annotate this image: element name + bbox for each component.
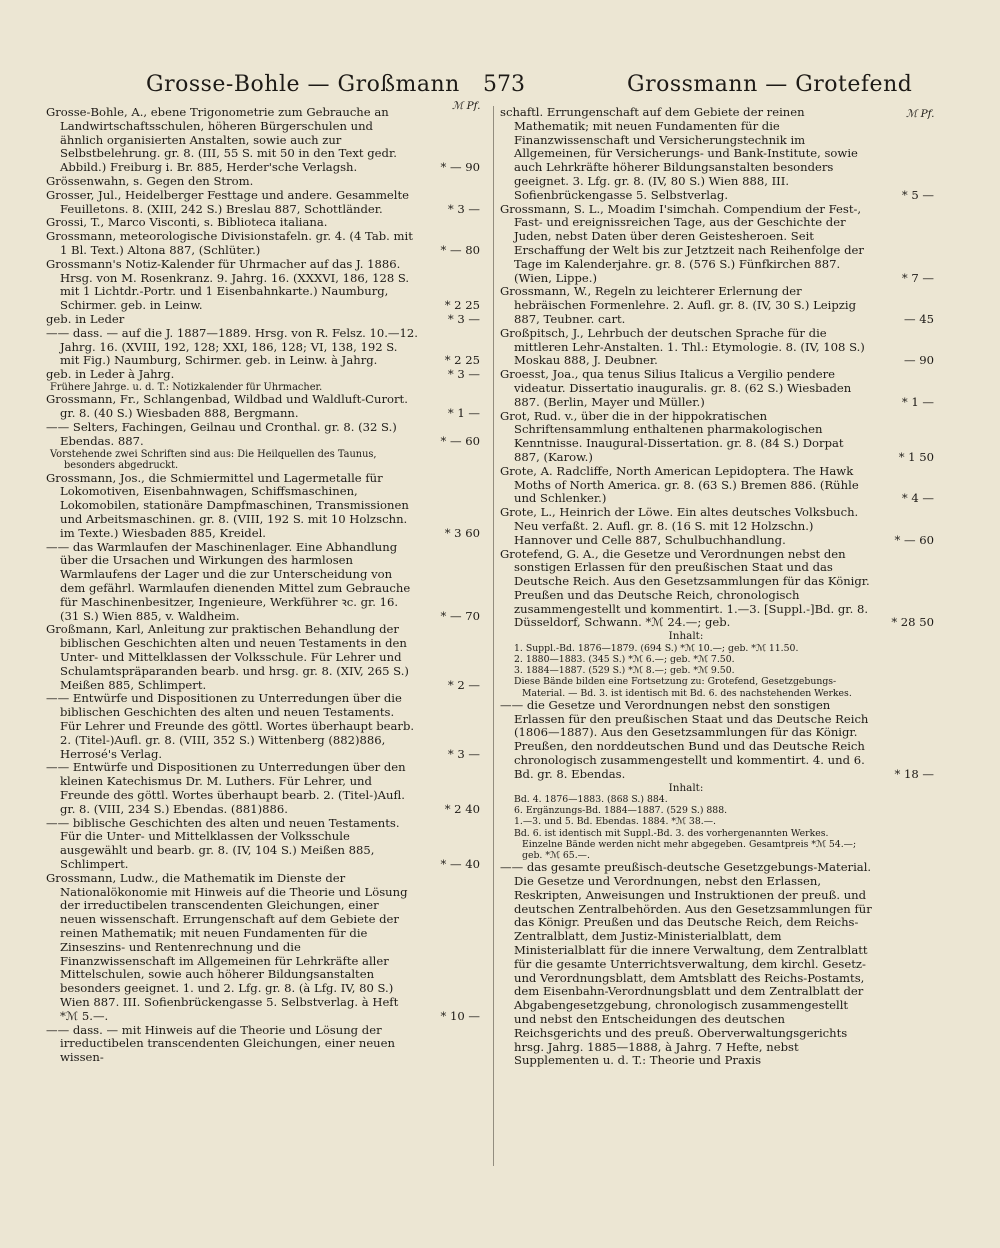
entry-text: —— dass. — mit Hinweis auf die Theorie und Lösung der irreductibelen transcendenten Gleichungen, einer neuen wissen- — [46, 1022, 395, 1065]
entry-price: * — 60 — [440, 433, 480, 448]
catalog-entry — [46, 623, 480, 692]
entry-text: Grosser, Jul., Heidelberger Festtage und andere. Gesammelte Feuilletons. 8. (XIII, 242 S.) Breslau 887, Schottländer. — [46, 187, 410, 216]
entry-text: Grossmann, Fr., Schlangenbad, Wildbad und Waldluft-Curort. gr. 8. (40 S.) Wiesbaden 888, Bergmann. — [46, 392, 408, 421]
entry-text: Inhalt: — [668, 781, 704, 794]
contents-heading — [500, 782, 934, 795]
catalog-entry — [46, 393, 480, 421]
entry-text: 6. Ergänzungs-Bd. 1884—1887. (529 S.) 888. — [514, 805, 728, 817]
entry-text: Grossi, T., Marco Visconti, s. Biblioteca italiana. — [46, 215, 328, 230]
catalog-entry — [500, 368, 934, 409]
entry-text: Grossmann, W., Regeln zu leichterer Erlernung der hebräischen Formenlehre. 2. Aufl. gr. 8. (IV, 30 S.) Leipzig 887, Teubner. cart. — [500, 284, 857, 326]
entry-text: Grossmann's Notiz-Kalender für Uhrmacher auf das J. 1886. Hrsg. von M. Rosenkranz. 9. Jahrg. 16. (XXXVI, 186, 128 S. mit 1 Lichtdr.-Portr. und 1 Eisenbahnkarte.) Naumburg, Schirmer. geb. in Leinw. — [46, 256, 410, 313]
entry-note — [500, 794, 934, 805]
entry-text: —— Entwürfe und Dispositionen zu Unterredungen über die biblischen Geschichten des alten und neuen Testaments. Für Lehrer und Freunde des göttl. Wortes überhaupt bearb. 2. (Titel-)Aufl. gr. 8. (VIII, 352 S.) Wittenberg (882)886, Herrosé's Verlag. — [46, 691, 415, 761]
entry-price: * — 80 — [440, 242, 480, 257]
catalog-entry — [46, 327, 480, 368]
entry-text: schaftl. Errungenschaft auf dem Gebiete der reinen Mathematik; mit neuen Fundamenten für die Finanzwissenschaft und Versicherungstechnik im Allgemeinen, für Versicherungs- und Bank-Institute, sowie auch Lehrkräfte höherer Bildungsanstalten besonders geeignet. 3. Lfg. gr. 8. (IV, 80 S.) Wien 888, III. Sofienbrückengasse 5. Selbstverlag. — [500, 106, 858, 202]
entry-text: geb. in Leder à Jahrg. — [46, 367, 175, 382]
column-divider — [493, 106, 494, 1166]
left-entry-list — [46, 106, 480, 1065]
entry-text: 1. Suppl.-Bd. 1876—1879. (694 S.) *ℳ 10.—; geb. *ℳ 11.50. — [514, 642, 799, 654]
entry-note — [500, 654, 934, 665]
entry-text: Grote, A. Radcliffe, North American Lepidoptera. The Hawk Moths of North America. gr. 8. (63 S.) Bremen 886. (Rühle und Schlenker.) — [500, 463, 859, 506]
entry-price: * 3 — — [447, 201, 480, 216]
catalog-entry — [46, 175, 480, 189]
entry-text: Inhalt: — [668, 630, 704, 643]
entry-price: * 2 25 — [444, 298, 480, 313]
entry-price: * — 90 — [440, 160, 480, 175]
catalog-entry — [46, 106, 480, 175]
entry-price: * 2 25 — [444, 353, 480, 368]
entry-price: * 2 40 — [444, 801, 480, 816]
entry-text: 3. 1884—1887. (529 S.) *ℳ 8.—; geb. *ℳ 9.50. — [514, 665, 735, 677]
catalog-entry — [46, 472, 480, 541]
entry-text: —— biblische Geschichten des alten und neuen Testaments. Für die Unter- und Mittelklassen der Volksschule ausgewählt und bearb. gr. 8. (IV, 104 S.) Meißen 885, Schlimpert. — [46, 815, 400, 871]
catalog-entry — [46, 258, 480, 313]
entry-note — [500, 643, 934, 654]
entry-text: Grossmann, Jos., die Schmiermittel und Lagermetalle für Lokomotiven, Eisenbahnwagen, Schiffsmaschinen, Lokomobilen, stationäre Dampfmaschinen, Transmissionen und Arbeitsmaschinen. gr. 8. (VIII, 192 S. mit 10 Holzschn. im Texte.) Wiesbaden 885, Kreidel. — [46, 470, 409, 540]
entry-price: * 4 — — [901, 491, 934, 506]
catalog-entry — [500, 506, 934, 547]
entry-price: * 1 50 — [898, 449, 934, 464]
catalog-entry — [46, 313, 480, 327]
entry-note — [500, 816, 934, 827]
entry-text: Groesst, Joa., qua tenus Silius Italicus a Vergilio pendere videatur. Dissertatio inauguralis. gr. 8. (62 S.) Wiesbaden 887. (Berlin, Mayer und Müller.) — [500, 367, 852, 409]
entry-price: * 28 50 — [891, 615, 934, 630]
catalog-entry — [500, 465, 934, 506]
right-entry-list — [500, 106, 934, 1068]
catalog-entry — [500, 106, 934, 203]
entry-text: Grot, Rud. v., über die in der hippokratischen Schriftensammlung enthaltenen pharmakologischen Kenntnisse. Inaugural-Dissertation. gr. 8. (84 S.) Dorpat 887, (Karow.) — [500, 408, 844, 464]
entry-price: * — 60 — [894, 532, 934, 547]
catalog-entry — [46, 189, 480, 217]
entry-price: * 7 — — [901, 270, 934, 285]
currency-column-mark-right: ℳ Pf. — [906, 108, 935, 120]
entry-text: Grossmann, Ludw., die Mathematik im Dienste der Nationalökonomie mit Hinweis auf die Theorie und Lösung der irreductibelen transcendenten Gleichungen, einer neuen wissenschaft. Errungenschaft auf dem Gebiete der reinen Mathematik; mit neuen Fundamenten für die Zinseszins- und Rentenrechnung und die Finanzwissenschaft im Allgemeinen für Lehrkräfte aller Mittelschulen, sowie auch höherer Bildungsanstalten besonders geeignet. 1. und 2. Lfg. gr. 8. (à Lfg. IV, 80 S.) Wien 887. III. Sofienbrückengasse 5. Selbstverlag. à Heft *ℳ 5.—. — [46, 870, 408, 1023]
entry-text: Frühere Jahrge. u. d. T.: Notizkalender für Uhrmacher. — [50, 381, 323, 393]
entry-price: — 90 — [903, 353, 934, 368]
entry-price: * 1 — — [447, 406, 480, 421]
entry-text: —— das Warmlaufen der Maschinenlager. Eine Abhandlung über die Ursachen und Wirkungen des harmlosen Warmlaufens der Lager und die zur Unterscheidung von dem gefährl. Warmlaufen dienenden Mittel zum Gebrauche für Maschinenbesitzer, Ingenieure, Werkführer ꝛc. gr. 16. (31 S.) Wien 885, v. Waldheim. — [46, 539, 411, 623]
entry-price: * 10 — — [440, 1008, 480, 1023]
entry-text: 2. 1880—1883. (345 S.) *ℳ 6.—; geb. *ℳ 7.50. — [514, 653, 735, 665]
catalog-entry — [46, 368, 480, 382]
catalog-entry — [500, 861, 934, 1068]
left-column — [46, 106, 480, 1206]
running-header — [40, 70, 960, 104]
entry-price: * 3 — — [447, 367, 480, 382]
entry-price: * 18 — — [894, 766, 934, 781]
entry-note — [46, 449, 480, 472]
entry-text: Diese Bände bilden eine Fortsetzung zu: Grotefend, Gesetzgebungs-Material. — Bd. 3. ist identisch mit Bd. 6. des nachstehenden Werkes. — [514, 676, 852, 699]
entry-text: Bd. 6. ist identisch mit Suppl.-Bd. 3. des vorhergenannten Werkes. Einzelne Bände werden nicht mehr abgegeben. Gesamtpreis *ℳ 54.—; geb. *ℳ 65.—. — [514, 827, 857, 862]
catalog-entry — [500, 548, 934, 631]
entry-price: * 3 — — [447, 311, 480, 326]
currency-column-mark-left: ℳ Pf. — [452, 100, 481, 112]
entry-text: Großpitsch, J., Lehrbuch der deutschen Sprache für die mittleren Lehr-Anstalten. 1. Thl.: Etymologie. 8. (IV, 108 S.) Moskau 888, J. Deubner. — [500, 325, 865, 368]
entry-text: Bd. 4. 1876—1883. (868 S.) 884. — [514, 794, 668, 806]
entry-text: —— die Gesetze und Verordnungen nebst den sonstigen Erlassen für den preußischen Staat und das Deutsche Reich (1806—1887). Aus den Gesetzsammlungen für das Königr. Preußen, den norddeutschen Bund und das Deutsche Reich chronologisch zusammengestellt und kommentirt. 4. und 6. Bd. gr. 8. Ebendas. — [500, 697, 869, 781]
entry-price: * — 70 — [440, 608, 480, 623]
catalog-entry — [46, 541, 480, 624]
entry-text: Großmann, Karl, Anleitung zur praktischen Behandlung der biblischen Geschichten alten und neuen Testaments in den Unter- und Mittelklassen der Volksschule. Für Lehrer und Schulamtspräparanden bearb. und hrsg. gr. 8. (XIV, 265 S.) Meißen 885, Schlimpert. — [46, 622, 409, 692]
entry-text: —— das gesamte preußisch-deutsche Gesetzgebungs-Material. Die Gesetze und Verordnungen, nebst den Erlassen, Reskripten, Anweisungen und Instruktionen der preuß. und deutschen Zentralbehörden. Aus den Gesetzsammlungen für das Königr. Preußen und das Deutsche Reich, dem Reichs-Zentralblatt, dem Justiz-Ministerialblatt, dem Ministerialblatt für die innere Verwaltung, dem Zentralblatt für die gesamte Unterrichtsverwaltung, dem kirchl. Gesetz- und Verordnungsblatt, dem Amtsblatt des Reichs-Postamts, dem Eisenbahn-Verordnungsblatt und dem Zentralblatt der Abgabengesetzgebung, chronologisch zusammengestellt und nebst den Entscheidungen des deutschen Reichsgerichts und des preuß. Oberverwaltungsgerichts hrsg. Jahrg. 1885—1888, à Jahrg. 7 Hefte, nebst Supplementen u. d. T.: Theorie und Praxis — [500, 860, 872, 1068]
right-column — [500, 106, 934, 1206]
entry-text: Grössenwahn, s. Gegen den Strom. — [46, 173, 254, 188]
entry-text: Grosse-Bohle, A., ebene Trigonometrie zum Gebrauche an Landwirtschaftsschulen, höheren Bürgerschulen und ähnlich organisierten Anstalten, sowie auch zur Selbstbelehrung. gr. 8. (III, 55 S. mit 50 in den Text gedr. Abbild.) Freiburg i. Br. 885, Herder'sche Verlagsh. — [46, 106, 397, 175]
catalog-entry — [46, 817, 480, 872]
catalog-entry — [46, 230, 480, 258]
catalog-entry — [46, 872, 480, 1024]
catalog-entry — [46, 761, 480, 816]
entry-text: Grotefend, G. A., die Gesetze und Verordnungen nebst den sonstigen Erlassen für den preußischen Staat und das Deutsche Reich. Aus den Gesetzsammlungen für das Königr. Preußen und das Deutsche Reich, chronologisch zusammengestellt und kommentirt. 1.—3. [Suppl.-]Bd. gr. 8. Düsseldorf, Schwann. *ℳ 24.—; geb. — [500, 546, 870, 630]
header-left-title: Grosse-Bohle — Großmann — [146, 72, 460, 97]
entry-text: geb. in Leder — [46, 311, 125, 326]
entry-price: * 2 — — [447, 677, 480, 692]
entry-text: Vorstehende zwei Schriften sind aus: Die Heilquellen des Taunus, besonders abgedruckt. — [50, 448, 377, 472]
catalog-entry — [500, 327, 934, 368]
catalog-entry — [500, 285, 934, 326]
entry-text: Grossmann, S. L., Moadim I'simchah. Compendium der Fest-, Fast- und ereignissreichen Tage, aus der Geschichte der Juden, nebst Daten über deren Geistesheroen. Seit Erschaffung der Welt bis zur Jetztzeit nach Reihenfolge der Tage im Kalenderjahre. gr. 8. (576 S.) Fünfkirchen 887. (Wien, Lippe.) — [500, 201, 864, 285]
entry-price: — 45 — [903, 311, 934, 326]
catalog-entry — [46, 421, 480, 449]
entry-text: —— Entwürfe und Dispositionen zu Unterredungen über den kleinen Katechismus Dr. M. Luthers. Für Lehrer, und Freunde des göttl. Wortes überhaupt bearb. 2. (Titel-)Aufl. gr. 8. (VIII, 234 S.) Ebendas. (881)886. — [46, 760, 406, 816]
entry-price: * 3 — — [447, 746, 480, 761]
catalog-entry — [46, 216, 480, 230]
catalog-entry — [500, 203, 934, 286]
contents-heading — [500, 630, 934, 643]
page-number: 573 — [483, 72, 525, 97]
entry-price: * 1 — — [901, 394, 934, 409]
entry-price: * 5 — — [901, 187, 934, 202]
entry-text: Grote, L., Heinrich der Löwe. Ein altes deutsches Volksbuch. Neu verfaßt. 2. Aufl. gr. 8. (16 S. mit 12 Holzschn.) Hannover und Celle 887, Schulbuchhandlung. — [500, 505, 859, 547]
entry-text: —— Selters, Fachingen, Geilnau und Cronthal. gr. 8. (32 S.) Ebendas. 887. — [46, 420, 397, 448]
entry-note — [500, 828, 934, 862]
catalog-entry — [500, 410, 934, 465]
entry-text: 1.—3. und 5. Bd. Ebendas. 1884. *ℳ 38.—. — [514, 816, 716, 828]
entry-price: * 3 60 — [444, 525, 480, 540]
entry-note — [500, 805, 934, 816]
entry-text: —— dass. — auf die J. 1887—1889. Hrsg. von R. Felsz. 10.—12. Jahrg. 16. (XVIII, 192, 128; XXI, 186, 128; VI, 138, 192 S. mit Fig.) Naumburg, Schirmer. geb. in Leinw. à Jahrg. — [46, 325, 418, 368]
catalog-entry — [46, 692, 480, 761]
catalog-entry — [46, 1024, 480, 1065]
catalog-entry — [500, 699, 934, 782]
entry-note — [500, 665, 934, 676]
header-right-title: Grossmann — Grotefend — [627, 72, 913, 97]
entry-note — [500, 676, 934, 698]
entry-text: Grossmann, meteorologische Divisionstafeln. gr. 4. (4 Tab. mit 1 Bl. Text.) Altona 887, (Schlüter.) — [46, 229, 413, 257]
entry-price: * — 40 — [440, 856, 480, 871]
